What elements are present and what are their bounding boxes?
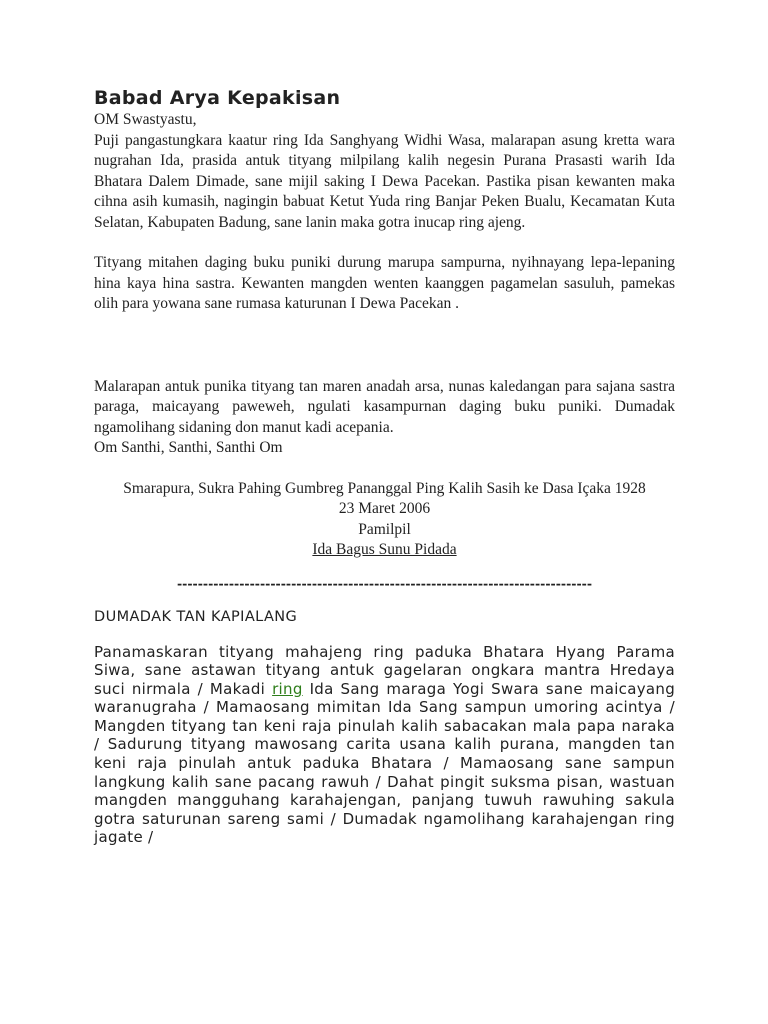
signature-block [94, 479, 675, 561]
section-text-part-1: Panamaskaran tityang mahajeng ring paduka Bhatara Hyang Parama Siwa, sane astawan tityang antuk gagelaran ongkara mantra Hredaya suci nirmala / Makadi [94, 642, 675, 698]
section-divider: -------------------------------------------------------------------------------- [176, 575, 593, 591]
greeting: OM Swastyastu, [94, 111, 197, 128]
preface-paragraph-2: Tityang mitahen daging buku puniki durung marupa sampurna, nyihnayang lepa-lepaning hina kaya hina sastra. Kewanten mangden wenten kaanggen pagamelan sasuluh, pamekas olih para yowana sane rumasa katurunan I Dewa Pacekan . [94, 254, 675, 312]
signature-place-date: Smarapura, Sukra Pahing Gumbreg Pananggal Ping Kalih Sasih ke Dasa Içaka 1928 [123, 479, 646, 497]
signature-role: Pamilpil [358, 520, 411, 538]
section-text-part-2: Ida Sang maraga Yogi Swara sane maicayang waranugraha / Mamaosang mimitan Ida Sang sampun umoring acintya / Mangden tityang tan keni raja pinulah kalih sabacakan mala papa naraka / Sadurung tityang mawosang carita usana kalih purana, mangden tan keni raja pinulah antuk paduka Bhatara / Mamaosang sane sampun langkung kalih sane pacang rawuh / Dahat pingit suksma pisan, wastuan mangden mangguhang karahajengan, panjang tuwuh rawuhing sakula gotra saturunan sareng sami / Dumadak ngamolihang karahajengan ring jagate / [94, 679, 676, 847]
ring-link[interactable]: ring [272, 679, 303, 698]
document-title: Babad Arya Kepakisan [94, 87, 341, 109]
preface-block [94, 110, 675, 561]
preface-paragraph-3: Malarapan antuk punika tityang tan maren anadah arsa, nunas kaledangan para sajana sastra paraga, maicayang paweweh, ngulati kasampurnan daging buku puniki. Dumadak ngamolihang sidaning don manut kadi acepania. [94, 377, 675, 436]
document-page [94, 86, 675, 862]
signature-date: 23 Maret 2006 [338, 500, 431, 517]
section-body [94, 643, 675, 848]
spacer [94, 315, 675, 377]
section-heading: DUMADAK TAN KAPIALANG [94, 608, 298, 625]
signature-name: Ida Bagus Sunu Pidada [312, 541, 457, 558]
spacer [94, 233, 675, 253]
preface-paragraph-1: Puji pangastungkara kaatur ring Ida Sanghyang Widhi Wasa, malarapan asung kretta wara nugrahan Ida, prasida antuk tityang milpilang kalih negesin Purana Prasasti warih Ida Bhatara Dalem Dimade, sane mijil saking I Dewa Pacekan. Pastika pisan kewanten maka cihna asih kumasih, nagingin babuat Ketut Yuda ring Banjar Peken Bualu, Kecamatan Kuta Selatan, Kabupaten Badung, sane lanin maka gotra inucap ring ajeng. [94, 131, 675, 231]
closing-salutation: Om Santhi, Santhi, Santhi Om [94, 439, 283, 456]
